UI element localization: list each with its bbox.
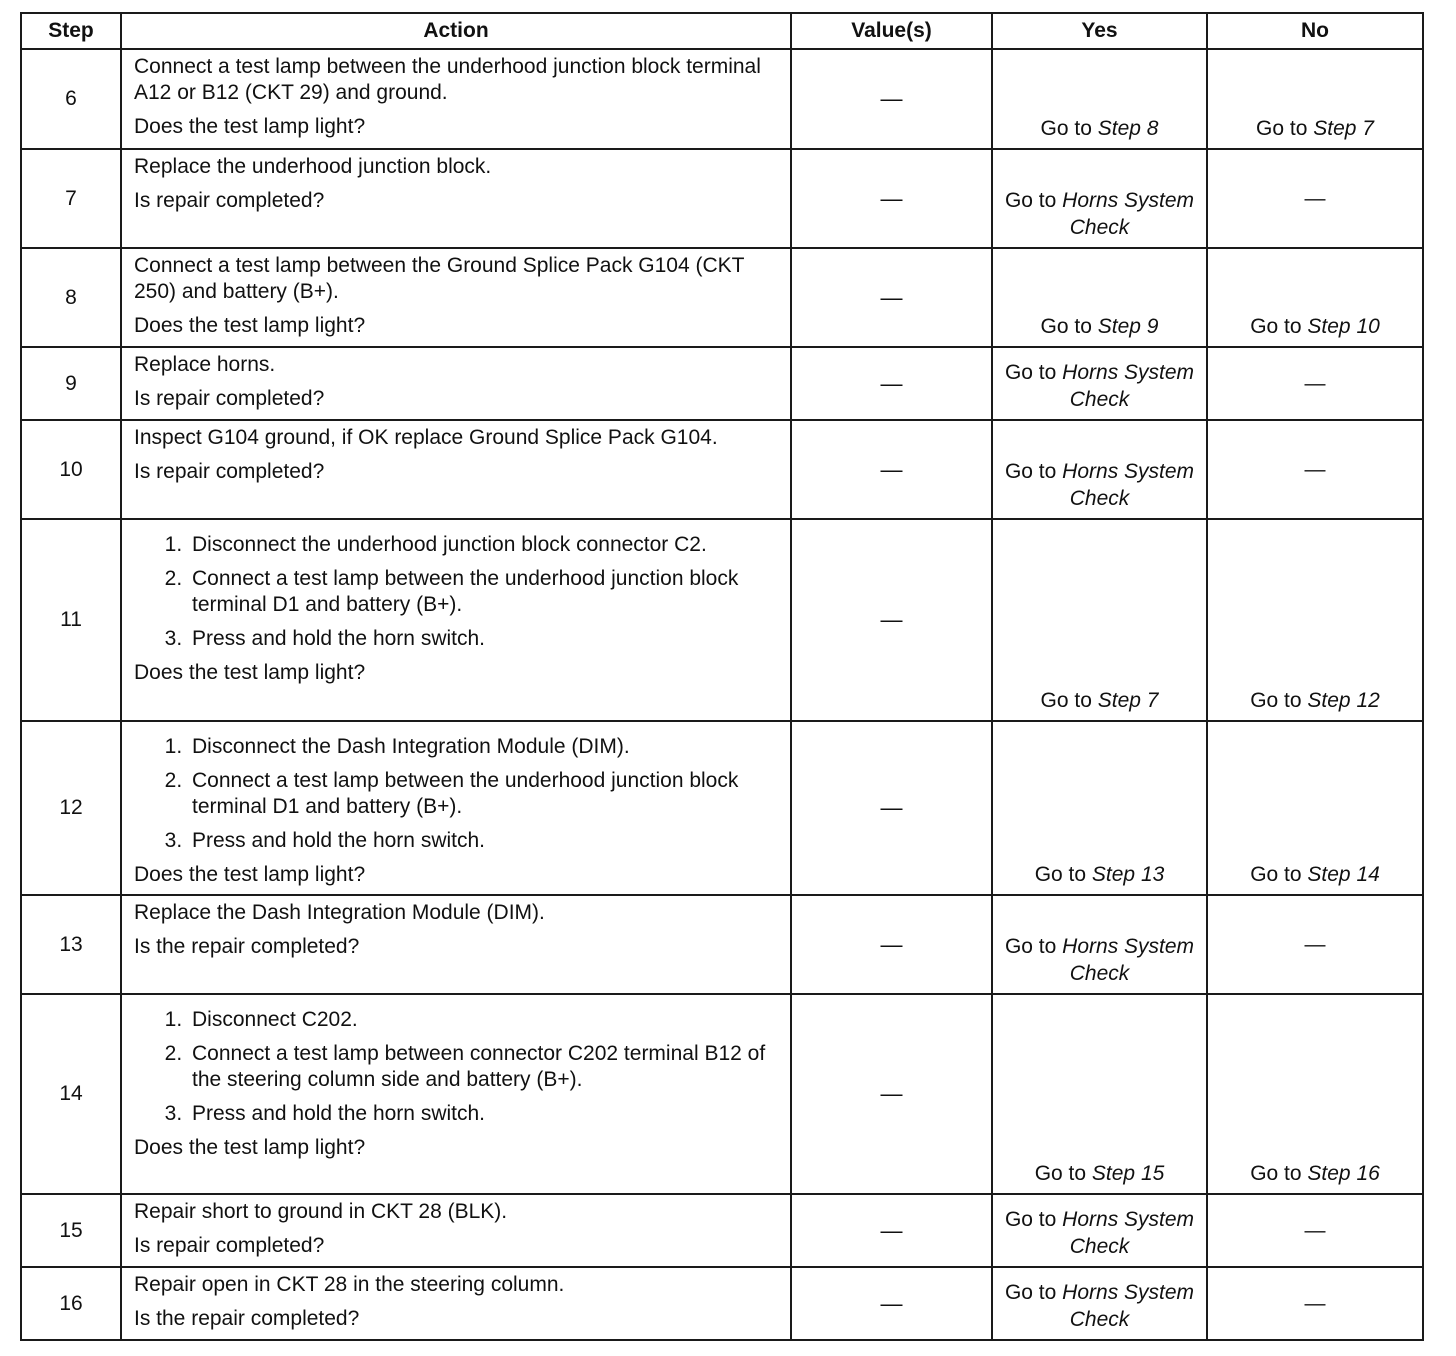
no-cell (1207, 721, 1423, 895)
yes-prefix: Go to (1004, 1208, 1057, 1231)
no-cell: — (1207, 895, 1423, 994)
question-text: Is repair completed? (134, 189, 325, 212)
yes-cell (992, 1267, 1207, 1340)
substep-list (134, 532, 780, 652)
action-cell (121, 49, 791, 149)
question-text: Is the repair completed? (134, 1307, 360, 1330)
table-row (21, 149, 1423, 248)
no-cell (1207, 49, 1423, 149)
yes-reference: Horns System Check (1062, 935, 1195, 985)
step-number: 13 (21, 895, 121, 994)
question-text: Does the test lamp light? (134, 1136, 366, 1159)
header-action: Action (121, 13, 791, 49)
no-reference: Step 10 (1307, 315, 1380, 338)
table-row (21, 895, 1423, 994)
action-text: Connect a test lamp between the Ground Splice Pack G104 (CKT 250) and battery (B+). (134, 254, 745, 303)
action-text: Inspect G104 ground, if OK replace Ground Splice Pack G104. (134, 426, 718, 449)
yes-cell (992, 248, 1207, 347)
yes-cell (992, 149, 1207, 248)
table-row (21, 49, 1423, 149)
yes-reference: Horns System Check (1062, 1281, 1195, 1331)
action-cell (121, 1194, 791, 1267)
substep-item: 1. Disconnect the Dash Integration Module (DIM). (188, 734, 780, 760)
value-cell: — (791, 1267, 992, 1340)
no-cell: — (1207, 1267, 1423, 1340)
yes-reference: Step 7 (1097, 689, 1159, 712)
value-cell: — (791, 420, 992, 519)
substep-item: 3. Press and hold the horn switch. (188, 626, 780, 652)
substep-item: 2. Connect a test lamp between the underhood junction block terminal D1 and battery (B+). (188, 768, 780, 820)
step-number: 14 (21, 994, 121, 1194)
question-text: Does the test lamp light? (134, 115, 366, 138)
action-text: Repair short to ground in CKT 28 (BLK). (134, 1200, 508, 1223)
value-cell: — (791, 347, 992, 420)
yes-reference: Horns System Check (1062, 361, 1195, 411)
table-row (21, 248, 1423, 347)
yes-prefix: Go to (1004, 189, 1057, 212)
yes-prefix: Go to (1040, 689, 1092, 712)
action-cell (121, 994, 791, 1194)
yes-prefix: Go to (1034, 863, 1087, 886)
step-number: 9 (21, 347, 121, 420)
step-number: 8 (21, 248, 121, 347)
substep-item: 3. Press and hold the horn switch. (188, 828, 780, 854)
yes-reference: Step 15 (1091, 1162, 1165, 1185)
action-cell (121, 420, 791, 519)
step-number: 7 (21, 149, 121, 248)
table-row (21, 519, 1423, 721)
header-no: No (1207, 13, 1423, 49)
no-cell: — (1207, 149, 1423, 248)
no-cell: — (1207, 1194, 1423, 1267)
question-text: Is repair completed? (134, 460, 325, 483)
yes-prefix: Go to (1004, 935, 1057, 958)
no-prefix: Go to (1250, 315, 1302, 338)
yes-prefix: Go to (1040, 117, 1092, 140)
action-text: Replace the Dash Integration Module (DIM). (134, 901, 545, 924)
step-number: 15 (21, 1194, 121, 1267)
yes-reference: Step 8 (1097, 117, 1159, 140)
yes-prefix: Go to (1004, 460, 1057, 483)
yes-prefix: Go to (1034, 1162, 1087, 1185)
action-text: Repair open in CKT 28 in the steering column. (134, 1273, 565, 1296)
question-text: Does the test lamp light? (134, 314, 366, 337)
action-text: Connect a test lamp between the underhood junction block terminal A12 or B12 (CKT 29) and ground. (134, 55, 761, 104)
substep-item: 1. Disconnect C202. (188, 1007, 780, 1033)
action-text: Replace horns. (134, 353, 276, 376)
value-cell: — (791, 721, 992, 895)
question-text: Is the repair completed? (134, 935, 360, 958)
action-cell (121, 1267, 791, 1340)
value-cell: — (791, 519, 992, 721)
yes-cell (992, 519, 1207, 721)
step-number: 6 (21, 49, 121, 149)
value-cell: — (791, 994, 992, 1194)
header-values: Value(s) (791, 13, 992, 49)
yes-cell (992, 895, 1207, 994)
no-cell: — (1207, 420, 1423, 519)
step-number: 11 (21, 519, 121, 721)
yes-reference: Horns System Check (1062, 1208, 1195, 1258)
value-cell: — (791, 149, 992, 248)
no-reference: Step 7 (1313, 117, 1374, 140)
table-row (21, 1267, 1423, 1340)
action-cell (121, 347, 791, 420)
diagnostic-table (20, 12, 1424, 1341)
table-row (21, 420, 1423, 519)
substep-list (134, 1007, 780, 1127)
value-cell: — (791, 895, 992, 994)
value-cell: — (791, 248, 992, 347)
yes-cell (992, 994, 1207, 1194)
header-step: Step (21, 13, 121, 49)
substep-item: 2. Connect a test lamp between connector C202 terminal B12 of the steering column side and battery (B+). (188, 1041, 780, 1093)
yes-reference: Horns System Check (1062, 460, 1195, 510)
table-row (21, 1194, 1423, 1267)
yes-prefix: Go to (1004, 1281, 1057, 1304)
value-cell: — (791, 49, 992, 149)
action-cell (121, 895, 791, 994)
yes-reference: Step 9 (1097, 315, 1159, 338)
no-reference: Step 14 (1307, 863, 1380, 886)
substep-item: 1. Disconnect the underhood junction block connector C2. (188, 532, 780, 558)
question-text: Does the test lamp light? (134, 863, 366, 886)
yes-cell (992, 347, 1207, 420)
header-yes: Yes (992, 13, 1207, 49)
yes-prefix: Go to (1040, 315, 1092, 338)
yes-cell (992, 49, 1207, 149)
no-cell (1207, 994, 1423, 1194)
action-text: Replace the underhood junction block. (134, 155, 492, 178)
no-reference: Step 12 (1307, 689, 1380, 712)
action-cell (121, 248, 791, 347)
yes-reference: Step 13 (1091, 863, 1165, 886)
question-text: Does the test lamp light? (134, 661, 366, 684)
no-cell: — (1207, 347, 1423, 420)
substep-item: 3. Press and hold the horn switch. (188, 1101, 780, 1127)
value-cell: — (791, 1194, 992, 1267)
yes-cell (992, 721, 1207, 895)
no-cell (1207, 248, 1423, 347)
question-text: Is repair completed? (134, 1234, 325, 1257)
step-number: 12 (21, 721, 121, 895)
action-cell (121, 721, 791, 895)
no-prefix: Go to (1250, 863, 1302, 886)
no-reference: Step 16 (1307, 1162, 1380, 1185)
question-text: Is repair completed? (134, 387, 325, 410)
yes-cell (992, 420, 1207, 519)
table-row (21, 994, 1423, 1194)
no-prefix: Go to (1256, 117, 1308, 140)
action-cell (121, 149, 791, 248)
step-number: 16 (21, 1267, 121, 1340)
yes-prefix: Go to (1004, 361, 1057, 384)
substep-item: 2. Connect a test lamp between the underhood junction block terminal D1 and battery (B+). (188, 566, 780, 618)
substep-list (134, 734, 780, 854)
no-prefix: Go to (1250, 1162, 1302, 1185)
yes-reference: Horns System Check (1062, 189, 1195, 239)
step-number: 10 (21, 420, 121, 519)
yes-cell (992, 1194, 1207, 1267)
action-cell (121, 519, 791, 721)
header-row (21, 13, 1423, 49)
no-cell (1207, 519, 1423, 721)
table-row (21, 721, 1423, 895)
table-row (21, 347, 1423, 420)
no-prefix: Go to (1250, 689, 1302, 712)
